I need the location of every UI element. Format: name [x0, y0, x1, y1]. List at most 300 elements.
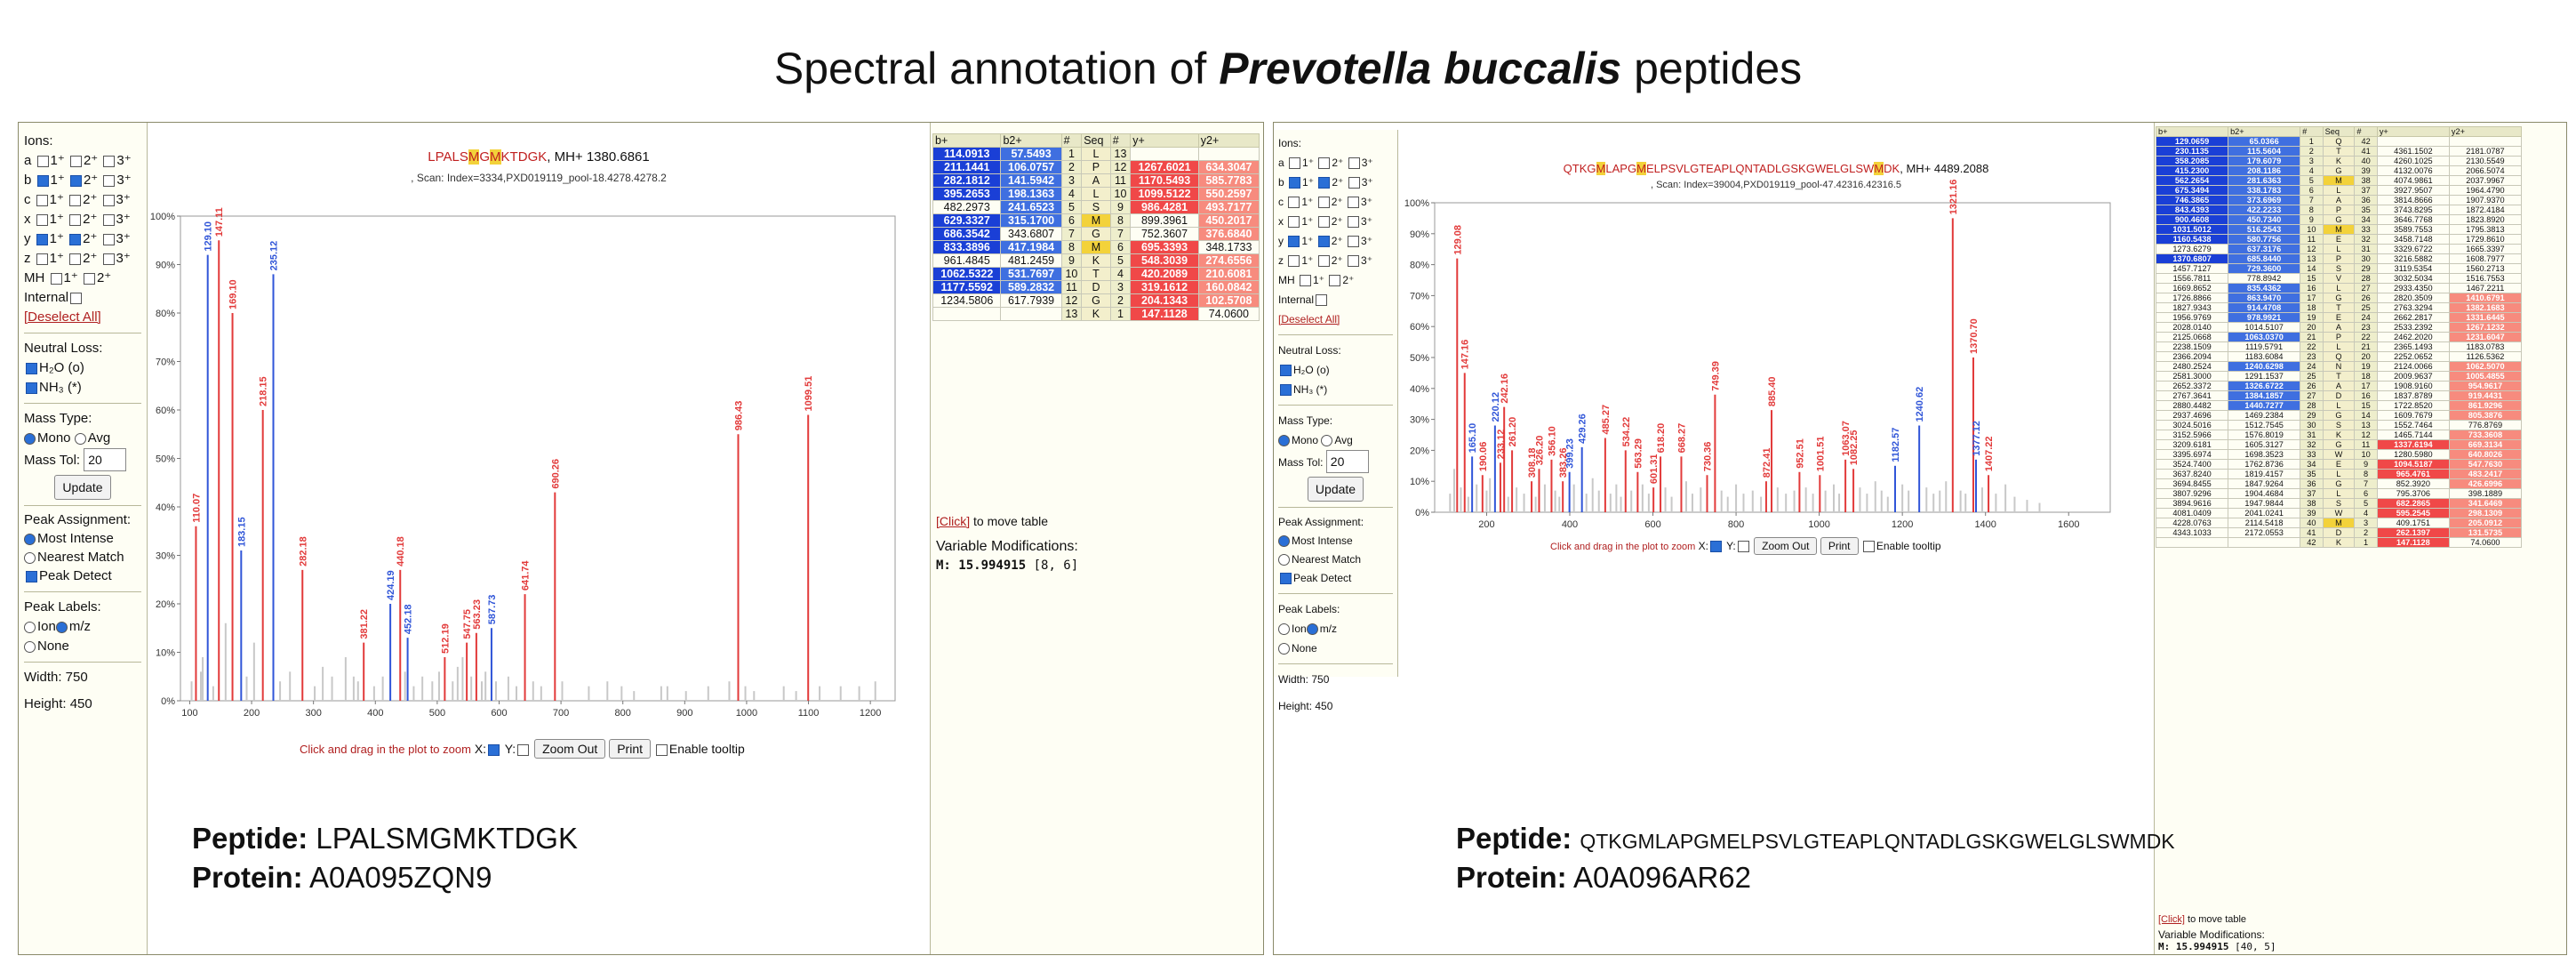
ion-table-cell: 2037.9967 — [2449, 176, 2521, 186]
left-sidebar-avg-radio[interactable] — [75, 433, 86, 445]
left-peptide-label: Peptide: LPALSMGMKTDGK — [192, 822, 578, 855]
ion-table-cell: 3807.9296 — [2156, 489, 2228, 499]
left-sidebar-ion-name: y — [24, 231, 35, 246]
right-sidebar-x-charge-1-checkbox[interactable] — [1288, 216, 1300, 228]
left-zoom-hint: Click and drag in the plot to zoom — [300, 743, 471, 756]
left-sidebar-a-charge-1-checkbox[interactable] — [37, 156, 49, 167]
ion-table-cell: P — [1082, 161, 1111, 174]
ion-table-cell: 1457.7127 — [2156, 264, 2228, 274]
ion-table-cell: 752.3607 — [1131, 228, 1198, 241]
right-sidebar-divider — [1278, 334, 1393, 335]
left-sidebar-b-charge-2-checkbox[interactable] — [70, 175, 82, 187]
y-tick-label: 20% — [1409, 446, 1429, 457]
right-peptide-label: Peptide: QTKGMLAPGMELPSVLGTEAPLQNTADLGSKGWELGLSWMDK — [1456, 822, 2175, 855]
left-x-zoom-checkbox[interactable] — [488, 744, 500, 756]
ion-table-cell: 1665.3397 — [2449, 245, 2521, 254]
ion-table-cell: 10 — [1061, 268, 1082, 281]
ion-table-row — [2156, 245, 2522, 254]
ion-table-cell: 28 — [2355, 274, 2377, 284]
left-sidebar-peak-detect-label: Peak Detect — [39, 568, 112, 583]
ion-table-cell: 1467.2211 — [2449, 284, 2521, 293]
left-sidebar-ion-row-x — [24, 210, 141, 229]
ion-table-cell: 18 — [2355, 372, 2377, 382]
right-sidebar-ions-title-text: Ions: — [1278, 137, 1302, 149]
ion-table-cell: 580.7756 — [2228, 235, 2300, 245]
ion-table-cell: 1331.6445 — [2449, 313, 2521, 323]
sequence-residue: W — [1863, 162, 1875, 175]
left-sidebar-nh3-checkbox[interactable] — [26, 382, 37, 394]
left-sidebar-none-label-radio[interactable] — [24, 641, 36, 653]
ion-table-cell: 4 — [2355, 509, 2377, 518]
ion-table-cell: 5 — [2355, 499, 2377, 509]
right-sidebar-width-row — [1278, 670, 1393, 689]
right-sidebar-mz-label-radio[interactable] — [1307, 623, 1318, 635]
ion-table-cell: 74.0600 — [2449, 538, 2521, 548]
sequence-residue: T — [1572, 162, 1580, 175]
ion-table-cell: 585.7783 — [1198, 174, 1259, 188]
ion-table-cell: 695.3393 — [1131, 241, 1198, 254]
right-sidebar-most-intense-row — [1278, 531, 1393, 550]
right-sidebar-z-charge-1-checkbox[interactable] — [1288, 255, 1300, 267]
right-sidebar-b-charge-1-checkbox[interactable] — [1289, 177, 1300, 189]
sequence-residue: K — [1892, 162, 1900, 175]
ion-table-cell: 14 — [2300, 264, 2323, 274]
ion-table-cell: 41 — [2300, 528, 2323, 538]
ion-table-cell: 682.2865 — [2377, 499, 2449, 509]
left-sidebar-internal-checkbox[interactable] — [70, 293, 82, 304]
left-sidebar-z-charge-1-checkbox[interactable] — [36, 253, 48, 265]
ion-table-cell: A — [1082, 174, 1111, 188]
ion-table-cell: 22 — [2355, 333, 2377, 342]
right-tooltip-checkbox[interactable] — [1863, 541, 1875, 552]
right-sidebar-mono-radio[interactable] — [1278, 435, 1290, 446]
x-tick-label: 1600 — [2057, 519, 2080, 530]
ion-table-cell: 1847.9264 — [2228, 479, 2300, 489]
right-sidebar-charge-label: 3⁺ — [1361, 157, 1373, 169]
ion-table-cell: G — [2323, 166, 2355, 176]
left-sidebar-a-charge-2-checkbox[interactable] — [70, 156, 82, 167]
right-sidebar-c-charge-2-checkbox[interactable] — [1318, 197, 1330, 208]
right-sidebar-ion-row-a — [1278, 153, 1393, 173]
y-tick-label: 30% — [1409, 414, 1429, 426]
right-sidebar-a-charge-3-checkbox[interactable] — [1348, 157, 1360, 169]
left-sidebar-h2o-row — [24, 358, 141, 378]
peak-label: 440.18 — [396, 536, 407, 566]
ion-table-cell: 319.1612 — [1131, 281, 1198, 294]
left-sidebar-x-charge-3-checkbox[interactable] — [103, 214, 115, 226]
ion-table-cell: 338.1783 — [2228, 186, 2300, 196]
left-zoom-controls: Click and drag in the plot to zoom X: Y: Zoom Out Print Enable tooltip — [300, 739, 745, 759]
ion-table-cell: Q — [2323, 137, 2355, 147]
ion-table-row — [2156, 342, 2522, 352]
left-spectrum-chart[interactable] — [148, 123, 929, 745]
left-sidebar-charge-label: 3⁺ — [116, 212, 131, 227]
sequence-residue: L — [452, 149, 460, 165]
left-sidebar-ion-label-radio[interactable] — [24, 622, 36, 633]
ion-table-cell: 3814.8666 — [2377, 196, 2449, 205]
right-sidebar-c-charge-1-checkbox[interactable] — [1288, 197, 1300, 208]
left-sidebar-h2o-label: H₂O (o) — [39, 360, 84, 375]
right-sidebar-spacer — [1278, 689, 1393, 696]
right-sidebar-divider — [1278, 405, 1393, 406]
left-sidebar-charge-label: 1⁺ — [50, 173, 68, 188]
right-sidebar-deselect-all-link[interactable]: [Deselect All] — [1278, 313, 1340, 325]
ion-table-cell — [2449, 137, 2521, 147]
right-sidebar-nh3-checkbox[interactable] — [1280, 384, 1292, 396]
right-sidebar-peak-detect-label: Peak Detect — [1293, 572, 1352, 584]
ion-table-cell: 2 — [2300, 147, 2323, 157]
ion-table-row — [2156, 196, 2522, 205]
left-sidebar-c-charge-2-checkbox[interactable] — [69, 195, 81, 206]
left-sidebar-ion-name: c — [24, 192, 35, 207]
ion-table-cell: 483.2417 — [2449, 470, 2521, 479]
ion-table-cell: K — [2323, 538, 2355, 548]
left-sidebar-z-charge-2-checkbox[interactable] — [69, 253, 81, 265]
ion-table-cell: 10 — [2300, 225, 2323, 235]
left-sidebar-z-charge-3-checkbox[interactable] — [103, 253, 115, 265]
ion-table-cell: 1837.8789 — [2377, 391, 2449, 401]
peak-label: 952.51 — [1795, 438, 1806, 469]
right-sidebar-height-row — [1278, 696, 1393, 716]
left-sidebar-mh-charge-1-checkbox[interactable] — [51, 273, 62, 285]
left-zoom-out-button[interactable]: Zoom Out — [534, 739, 605, 759]
ion-table-cell: L — [1082, 148, 1111, 161]
left-sidebar-most-intense-row — [24, 529, 141, 549]
left-sidebar-ion-name: x — [24, 212, 35, 227]
left-sidebar-y-charge-1-checkbox[interactable] — [36, 234, 48, 245]
right-sidebar-a-charge-1-checkbox[interactable] — [1289, 157, 1300, 169]
ion-table-cell: 2041.0241 — [2228, 509, 2300, 518]
ion-table-cell: 65.0366 — [2228, 137, 2300, 147]
left-sidebar-c-charge-1-checkbox[interactable] — [36, 195, 48, 206]
left-sidebar-ion-name: a — [24, 153, 36, 168]
left-sidebar-neutral-loss-text: Neutral Loss: — [24, 341, 103, 356]
x-tick-label: 1000 — [735, 708, 758, 719]
left-move-table-link[interactable]: [Click] — [936, 514, 971, 528]
right-sidebar-most-intense-radio[interactable] — [1278, 535, 1290, 547]
left-sidebar-ion-row-c — [24, 190, 141, 210]
left-sidebar-peak-detect-checkbox[interactable] — [26, 571, 37, 582]
ion-table-cell: 3 — [2300, 157, 2323, 166]
ion-table-cell: 1440.7277 — [2228, 401, 2300, 411]
right-sidebar-internal-checkbox[interactable] — [1316, 294, 1327, 306]
sequence-residue: D — [1884, 162, 1892, 175]
right-sidebar-charge-label: 2⁺ — [1331, 254, 1347, 267]
ion-table-cell: 18 — [2300, 303, 2323, 313]
ion-table-cell: 900.4608 — [2156, 215, 2228, 225]
ion-table-cell: 2937.4696 — [2156, 411, 2228, 421]
left-sidebar-mono-radio[interactable] — [24, 433, 36, 445]
ion-table-cell: 205.0912 — [2449, 518, 2521, 528]
ion-table-row — [2156, 186, 2522, 196]
ion-table-cell: 729.3600 — [2228, 264, 2300, 274]
ion-table-cell: 26 — [2355, 293, 2377, 303]
left-sidebar-height-row — [24, 695, 141, 714]
left-sidebar-y-charge-2-checkbox[interactable] — [69, 234, 81, 245]
sequence-residue: T — [1752, 162, 1759, 175]
ion-table-cell: 5 — [1061, 201, 1082, 214]
right-sidebar-mh-charge-1-checkbox[interactable] — [1300, 275, 1311, 286]
ion-table-row — [2156, 430, 2522, 440]
left-sidebar-peak-assignment-title — [24, 511, 141, 529]
ion-table-cell: 4074.9861 — [2377, 176, 2449, 186]
ion-table-cell: 15 — [2300, 274, 2323, 284]
peak-label: 183.15 — [236, 517, 248, 548]
ion-table-cell: S — [2323, 499, 2355, 509]
sequence-residue: G — [1781, 162, 1791, 175]
right-sidebar-b-charge-3-checkbox[interactable] — [1348, 177, 1360, 189]
left-sidebar-update-button[interactable]: Update — [54, 475, 110, 500]
left-sidebar-b-charge-1-checkbox[interactable] — [37, 175, 49, 187]
peak-label: 547.75 — [462, 608, 474, 639]
species-name: Prevotella buccalis — [1219, 44, 1622, 93]
ion-table-cell: 230.1135 — [2156, 147, 2228, 157]
ion-table-cell: 3589.7553 — [2377, 225, 2449, 235]
left-sidebar-most-intense-radio[interactable] — [24, 534, 36, 545]
peak-label: 235.12 — [268, 240, 280, 271]
left-y-zoom-checkbox[interactable] — [517, 744, 529, 756]
ion-table-cell: 1063.0370 — [2228, 333, 2300, 342]
ion-table-cell: E — [2323, 313, 2355, 323]
ion-table-cell: 348.1733 — [1198, 241, 1259, 254]
right-sidebar-x-charge-2-checkbox[interactable] — [1318, 216, 1330, 228]
left-sidebar-none-row — [24, 637, 141, 656]
right-sidebar-nearest-match-radio[interactable] — [1278, 554, 1290, 566]
right-sidebar-c-charge-3-checkbox[interactable] — [1348, 197, 1359, 208]
right-x-zoom-checkbox[interactable] — [1710, 541, 1722, 552]
right-sidebar-charge-label: 2⁺ — [1342, 274, 1355, 286]
right-sidebar-charge-label: 3⁺ — [1361, 176, 1373, 189]
ion-table-cell: 3927.9507 — [2377, 186, 2449, 196]
left-sidebar-b-charge-3-checkbox[interactable] — [103, 175, 115, 187]
peak-label: 190.06 — [1477, 441, 1489, 472]
left-sidebar-mh-charge-2-checkbox[interactable] — [84, 273, 95, 285]
peak-label: 129.08 — [1452, 224, 1464, 255]
ion-table-cell: L — [2323, 342, 2355, 352]
ion-table-cell: 204.1343 — [1131, 294, 1198, 308]
right-sidebar-internal-label: Internal — [1278, 293, 1315, 306]
ion-table-cell: 1062.5070 — [2449, 362, 2521, 372]
ion-table-cell: 450.2017 — [1198, 214, 1259, 228]
right-sidebar-a-charge-2-checkbox[interactable] — [1318, 157, 1330, 169]
ion-table-cell: 2767.3641 — [2156, 391, 2228, 401]
sequence-residue: E — [1645, 162, 1654, 175]
ion-table-header: y+ — [1131, 134, 1198, 148]
peak-label: 242.16 — [1500, 374, 1511, 404]
ion-table-cell: S — [2323, 264, 2355, 274]
peak-label: 885.40 — [1767, 376, 1779, 407]
right-sidebar-b-charge-2-checkbox[interactable] — [1318, 177, 1330, 189]
ion-table-cell: 409.1751 — [2377, 518, 2449, 528]
y-tick-label: 50% — [1409, 353, 1429, 364]
right-sidebar-z-charge-3-checkbox[interactable] — [1348, 255, 1359, 267]
sequence-residue: L — [1605, 162, 1612, 175]
ion-table-header: # — [2355, 127, 2377, 137]
right-sidebar-ion-row-z — [1278, 251, 1393, 270]
right-sidebar-charge-label: 1⁺ — [1301, 196, 1316, 208]
ion-table-cell: 2880.4482 — [2156, 401, 2228, 411]
ion-table-cell: 1872.4184 — [2449, 205, 2521, 215]
peak-label: 1321.16 — [1948, 179, 1959, 215]
ion-table-cell: 2238.1509 — [2156, 342, 2228, 352]
left-sidebar-a-charge-3-checkbox[interactable] — [103, 156, 115, 167]
left-sidebar-deselect-all-link[interactable]: [Deselect All] — [24, 309, 101, 325]
right-y-zoom-checkbox[interactable] — [1738, 541, 1749, 552]
ion-table-cell: 4343.1033 — [2156, 528, 2228, 538]
right-sidebar-z-charge-2-checkbox[interactable] — [1318, 255, 1330, 267]
ion-table-cell: 13 — [2300, 254, 2323, 264]
left-sidebar-peak-labels-text: Peak Labels: — [24, 599, 101, 615]
right-sidebar-y-charge-2-checkbox[interactable] — [1318, 236, 1330, 247]
right-sidebar-most-intense-label: Most Intense — [1292, 534, 1353, 547]
left-sidebar-ions-title — [24, 132, 141, 151]
left-sidebar-charge-label: 2⁺ — [83, 251, 101, 266]
ion-table-cell: 863.9470 — [2228, 293, 2300, 303]
right-sidebar-update-button[interactable]: Update — [1308, 477, 1364, 502]
sequence-residue: G — [1840, 162, 1850, 175]
right-sidebar-height-label: Height: 450 — [1278, 700, 1333, 712]
sequence-residue: P — [1620, 162, 1628, 175]
ion-table-cell: 919.4431 — [2449, 391, 2521, 401]
ion-table-cell: L — [2323, 489, 2355, 499]
x-tick-label: 700 — [552, 708, 570, 719]
right-sidebar-ion-label-radio[interactable] — [1278, 623, 1290, 635]
right-print-button[interactable]: Print — [1820, 537, 1859, 555]
left-sidebar-nearest-match-radio[interactable] — [24, 552, 36, 564]
ion-table-cell: 21 — [2355, 342, 2377, 352]
ion-table-cell: W — [2323, 509, 2355, 518]
right-sidebar-ion-name: c — [1278, 196, 1287, 208]
sequence-residue: L — [1683, 162, 1691, 175]
right-spectrum-chart[interactable] — [1399, 123, 2153, 550]
peak-label: 452.18 — [403, 604, 414, 635]
left-sidebar-h2o-checkbox[interactable] — [26, 363, 37, 374]
left-sidebar-charge-label: 1⁺ — [49, 212, 68, 227]
y-tick-label: 40% — [155, 502, 175, 513]
x-tick-label: 1200 — [859, 708, 882, 719]
left-sidebar-divider — [24, 403, 141, 404]
left-sidebar-x-charge-2-checkbox[interactable] — [69, 214, 81, 226]
ion-table-cell: 1031.5012 — [2156, 225, 2228, 235]
left-ion-table-panel — [930, 123, 1264, 954]
ion-table-cell: 1099.5122 — [1131, 188, 1198, 201]
right-move-table-link[interactable]: [Click] — [2158, 914, 2185, 925]
right-sidebar-mh-charge-2-checkbox[interactable] — [1329, 275, 1340, 286]
ion-table-cell: 40 — [2355, 157, 2377, 166]
right-sidebar-none-label-radio[interactable] — [1278, 643, 1290, 655]
peak-label: 730.36 — [1702, 441, 1714, 472]
ion-table-cell: 74.0600 — [1198, 308, 1259, 321]
y-tick-label: 20% — [155, 599, 175, 610]
ion-table-cell: K — [2323, 430, 2355, 440]
ion-table-header-row — [933, 134, 1260, 148]
plot-frame — [180, 216, 895, 701]
ion-table-cell: 19 — [2300, 313, 2323, 323]
left-sidebar-y-charge-3-checkbox[interactable] — [103, 234, 115, 245]
right-sidebar-h2o-checkbox[interactable] — [1280, 365, 1292, 376]
ion-table-row — [2156, 421, 2522, 430]
ion-table-cell: 34 — [2300, 460, 2323, 470]
sequence-residue: G — [1805, 162, 1815, 175]
right-sidebar-y-charge-3-checkbox[interactable] — [1348, 236, 1359, 247]
peak-label: 563.23 — [471, 599, 483, 630]
ion-table-cell: 4260.1025 — [2377, 157, 2449, 166]
ion-table-cell: 1160.5438 — [2156, 235, 2228, 245]
ion-table-cell: 36 — [2355, 196, 2377, 205]
ion-table-cell: 1512.7545 — [2228, 421, 2300, 430]
ion-table-cell: 1326.6722 — [2228, 382, 2300, 391]
ion-table-cell: 38 — [2355, 176, 2377, 186]
ion-table-cell: 7 — [1061, 228, 1082, 241]
ion-table-cell: 35 — [2355, 205, 2377, 215]
ion-table-cell: 1094.5187 — [2377, 460, 2449, 470]
ion-table-cell: G — [1082, 228, 1111, 241]
ion-table-cell: 1337.6194 — [2377, 440, 2449, 450]
peak-label: 587.73 — [486, 594, 498, 625]
ion-table-cell: 12 — [2300, 245, 2323, 254]
ion-table-row — [2156, 293, 2522, 303]
ion-table-row — [2156, 460, 2522, 470]
right-sidebar-x-charge-3-checkbox[interactable] — [1348, 216, 1359, 228]
left-tooltip-checkbox[interactable] — [656, 744, 668, 756]
ion-table-row — [2156, 264, 2522, 274]
ion-table-row — [933, 161, 1260, 174]
ion-table-cell: 1795.3813 — [2449, 225, 2521, 235]
sequence-residue: W — [1814, 162, 1827, 175]
left-print-button[interactable]: Print — [609, 739, 651, 759]
ion-table-cell: 1729.8610 — [2449, 235, 2521, 245]
left-sidebar-mass-tol-input[interactable]: 20 — [84, 448, 126, 471]
right-zoom-out-button[interactable]: Zoom Out — [1754, 537, 1817, 555]
ion-table-cell: 1 — [2355, 538, 2377, 548]
ion-table-cell: 198.1363 — [1001, 188, 1061, 201]
ion-table-cell: 102.5708 — [1198, 294, 1259, 308]
ion-table-cell: 5 — [2300, 176, 2323, 186]
y-tick-label: 30% — [155, 550, 175, 562]
right-sidebar-mz-label: m/z — [1319, 623, 1338, 635]
ion-table-cell: 634.3047 — [1198, 161, 1259, 174]
sequence-residue: K — [1579, 162, 1588, 175]
ion-table-row — [2156, 470, 2522, 479]
right-sidebar-avg-radio[interactable] — [1321, 435, 1332, 446]
sequence-residue: M — [1636, 162, 1646, 175]
left-sidebar-c-charge-3-checkbox[interactable] — [103, 195, 115, 206]
right-spectrum-panel — [1273, 122, 2567, 955]
right-sidebar-peak-detect-checkbox[interactable] — [1280, 573, 1292, 584]
ion-table-cell: L — [2323, 245, 2355, 254]
left-sidebar-x-charge-1-checkbox[interactable] — [36, 214, 48, 226]
ion-table-cell: 852.3920 — [2377, 479, 2449, 489]
peak-label: 601.31 — [1649, 454, 1660, 485]
sequence-residue: D — [517, 149, 528, 165]
ion-table-cell: 19 — [2355, 362, 2377, 372]
sequence-residue: P — [1721, 162, 1730, 175]
left-sidebar-mz-label-radio[interactable] — [56, 622, 68, 633]
ion-table-header: b+ — [933, 134, 1001, 148]
ion-table-cell: 1370.6807 — [2156, 254, 2228, 264]
left-sidebar-divider — [24, 662, 141, 663]
right-mh: , MH+ 4489.2088 — [1900, 162, 1989, 175]
left-sidebar-charge-label: 1⁺ — [49, 192, 68, 207]
left-sidebar-charge-label: 2⁺ — [83, 173, 102, 188]
y-tick-label: 40% — [1409, 383, 1429, 395]
ion-table-cell: 23 — [2355, 323, 2377, 333]
ion-table-cell: 1956.9769 — [2156, 313, 2228, 323]
right-sidebar-mass-tol-input[interactable]: 20 — [1326, 450, 1369, 473]
right-sidebar-peak-assignment-text: Peak Assignment: — [1278, 516, 1364, 528]
peak-label: 1182.57 — [1891, 427, 1902, 462]
right-sidebar-y-charge-1-checkbox[interactable] — [1288, 236, 1300, 247]
